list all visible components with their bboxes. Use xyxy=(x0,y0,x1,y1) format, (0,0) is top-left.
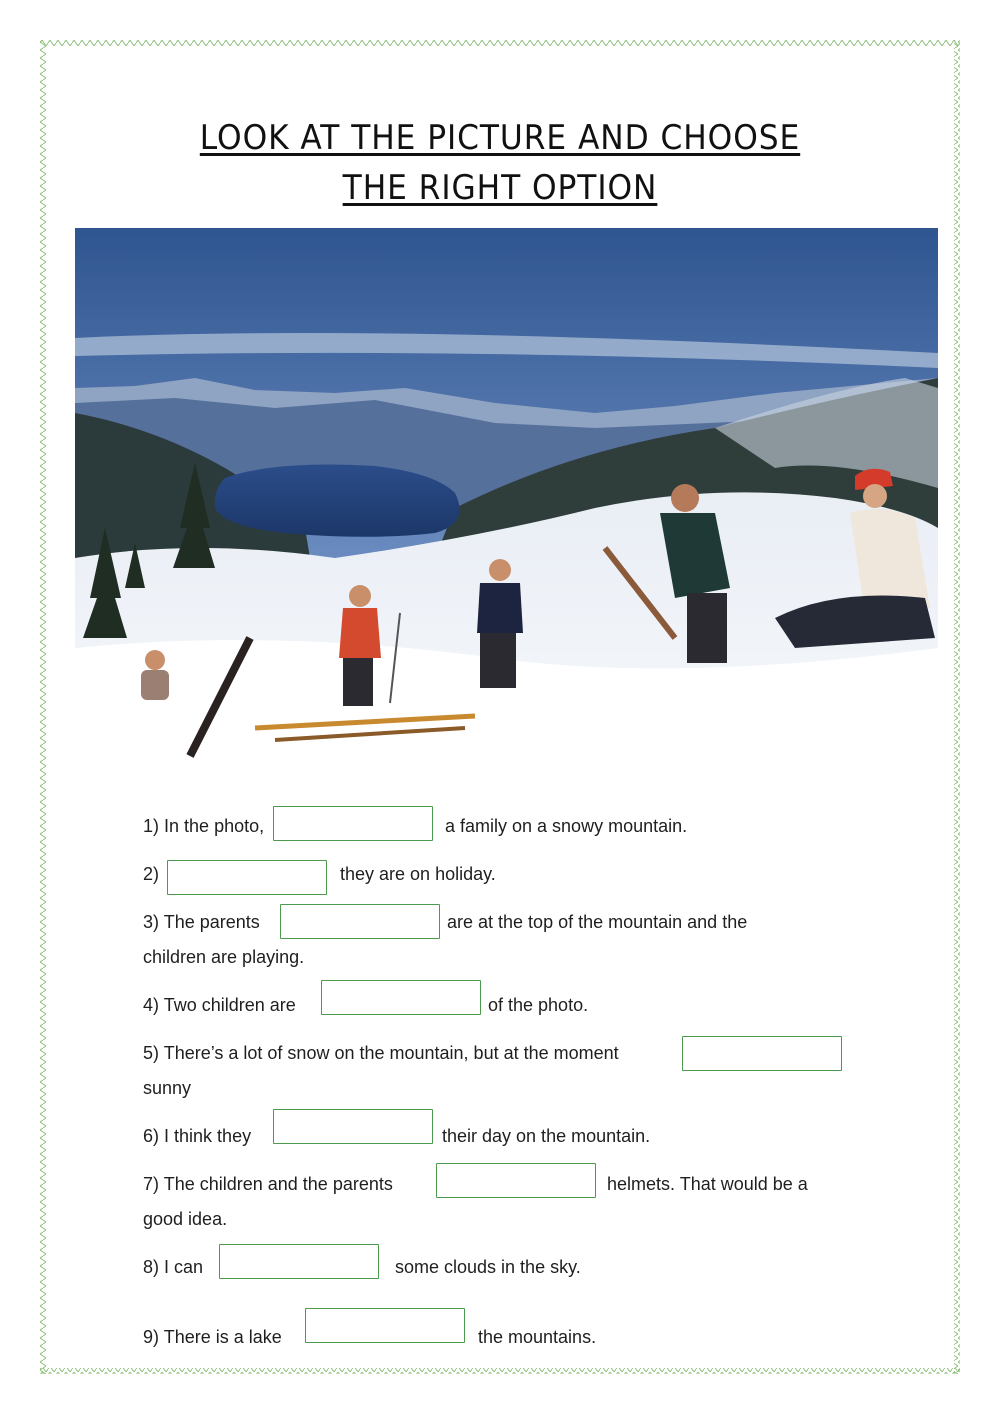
answer-box-9[interactable] xyxy=(305,1308,465,1343)
question-text-before: There’s a lot of snow on the mountain, but at the moment xyxy=(163,1043,619,1063)
question-number: 4) xyxy=(143,995,160,1015)
question-3 xyxy=(143,905,260,939)
question-number: 5) xyxy=(143,1043,160,1063)
question-text-before: In the photo, xyxy=(164,816,265,836)
question-4 xyxy=(143,988,296,1022)
worksheet-photo xyxy=(75,228,938,786)
question-text-before: The children and the parents xyxy=(163,1174,393,1194)
question-text-before: The parents xyxy=(163,912,260,932)
question-3-after: are at the top of the mountain and the xyxy=(447,912,748,932)
question-9-after: the mountains. xyxy=(478,1327,597,1347)
question-7-after: helmets. That would be a xyxy=(607,1174,808,1194)
question-number: 7) xyxy=(143,1174,160,1194)
question-number: 1) xyxy=(143,816,160,836)
answer-box-6[interactable] xyxy=(273,1109,433,1144)
answer-box-7[interactable] xyxy=(436,1163,596,1198)
question-5-continuation: sunny xyxy=(143,1078,192,1098)
answer-box-1[interactable] xyxy=(273,806,433,841)
question-7 xyxy=(143,1167,393,1201)
question-1-after: a family on a snowy mountain. xyxy=(445,816,688,836)
worksheet-title-line-2: THE RIGHT OPTION xyxy=(342,168,658,208)
question-number: 3) xyxy=(143,912,160,932)
question-9 xyxy=(143,1320,282,1354)
answer-box-3[interactable] xyxy=(280,904,440,939)
question-6 xyxy=(143,1119,251,1153)
worksheet-title-line-1: LOOK AT THE PICTURE AND CHOOSE xyxy=(199,118,801,158)
question-7-continuation: good idea. xyxy=(143,1209,228,1229)
question-number: 6) xyxy=(143,1126,160,1146)
answer-box-8[interactable] xyxy=(219,1244,379,1279)
question-8 xyxy=(143,1250,203,1284)
question-1 xyxy=(143,809,264,843)
question-5 xyxy=(143,1036,619,1070)
question-6-after: their day on the mountain. xyxy=(442,1126,651,1146)
question-text-before: I think they xyxy=(164,1126,252,1146)
answer-box-5[interactable] xyxy=(682,1036,842,1071)
question-text-before: Two children are xyxy=(163,995,296,1015)
answer-box-4[interactable] xyxy=(321,980,481,1015)
question-3-continuation: children are playing. xyxy=(143,947,305,967)
question-text-before: There is a lake xyxy=(163,1327,282,1347)
question-number: 8) xyxy=(143,1257,160,1277)
question-2-after: they are on holiday. xyxy=(340,864,496,884)
question-2: 2) xyxy=(143,864,160,884)
question-text-before: I can xyxy=(164,1257,204,1277)
question-8-after: some clouds in the sky. xyxy=(395,1257,581,1277)
answer-box-2[interactable] xyxy=(167,860,327,895)
question-4-after: of the photo. xyxy=(488,995,589,1015)
question-number: 9) xyxy=(143,1327,160,1347)
